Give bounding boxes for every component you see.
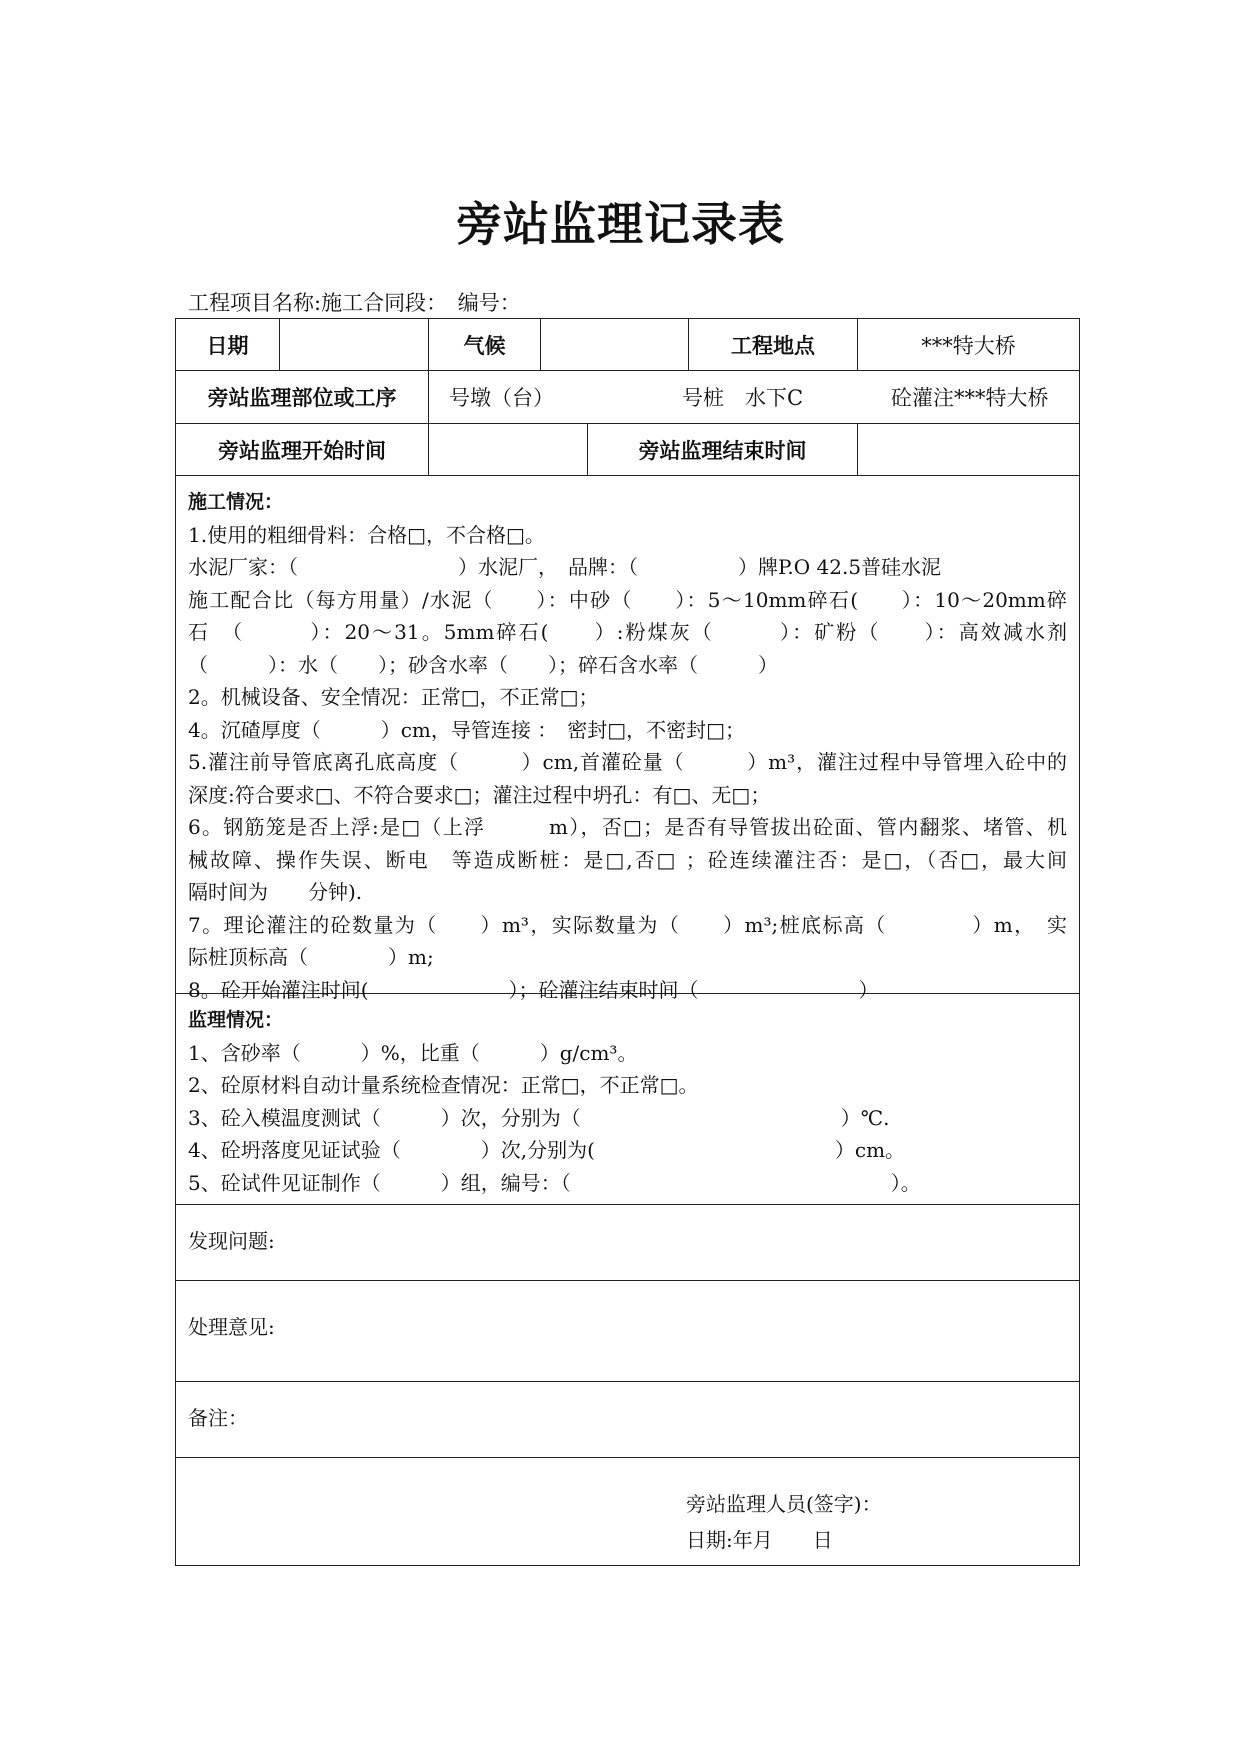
pier-text: 号墩（台） <box>449 386 554 410</box>
date-label: 日期 <box>176 319 280 370</box>
record-form <box>175 318 1080 1566</box>
opinion-row[interactable] <box>176 1281 1079 1382</box>
problems-label: 发现问题: <box>188 1229 275 1253</box>
pile-text: 号桩 水下C <box>682 386 804 410</box>
problems-row[interactable] <box>176 1205 1079 1281</box>
supervision-line: 1、含砂率（ ）%，比重（ ）g/cm³。 <box>188 1040 638 1065</box>
supervision-section <box>176 994 1079 1205</box>
construction-line: 隔时间为 分钟). <box>188 880 363 904</box>
construction-line: 械故障、操作失误、断电 等造成断桩：是□,否□ ；砼连续灌注否：是□，（否□，最大间 <box>188 847 1067 872</box>
end-time-field[interactable] <box>858 424 1079 475</box>
construction-line: 深度:符合要求□、不符合要求□；灌注过程中坍孔：有□、无□； <box>188 782 771 807</box>
supervision-line: 4、砼坍落度见证试验（ ）次,分别为( ）cm。 <box>188 1138 906 1162</box>
start-time-field[interactable] <box>429 424 588 475</box>
signature-area <box>686 1486 882 1558</box>
end-time-label: 旁站监理结束时间 <box>588 424 858 475</box>
location-field[interactable]: ***特大桥 <box>921 333 1016 358</box>
info-row-3 <box>176 424 1079 476</box>
supervisor-signature-label[interactable]: 旁站监理人员(签字)： <box>686 1492 882 1516</box>
construction-line: 7。理论灌注的砼数量为（ ）m³，实际数量为（ ）m³;桩底标高（ ）m， 实 <box>188 912 1067 937</box>
remarks-label: 备注： <box>188 1406 248 1430</box>
supervision-part-field[interactable] <box>429 371 1079 423</box>
weather-field[interactable] <box>541 319 689 370</box>
project-name-label: 工程项目名称:施工合同段： <box>188 291 448 315</box>
construction-line: 5.灌注前导管底离孔底高度（ ）cm,首灌砼量（ ）m³，灌注过程中导管埋入砼中的 <box>188 750 1067 774</box>
page-title: 旁站监理记录表 <box>456 197 785 251</box>
construction-line: 2。机械设备、安全情况：正常□，不正常□； <box>188 685 599 709</box>
start-time-label: 旁站监理开始时间 <box>176 424 429 475</box>
supervision-line: 5、砼试件见证制作（ ）组，编号：（ ）。 <box>188 1170 921 1195</box>
construction-line: 1.使用的粗细骨料：合格□，不合格□。 <box>188 522 545 547</box>
construction-heading: 施工情况： <box>188 491 284 513</box>
remarks-row[interactable] <box>176 1382 1079 1458</box>
form-header <box>188 287 525 317</box>
construction-line: 8。砼开始灌注时间( ）；砼灌注结束时间（ ） <box>188 977 879 1002</box>
info-row-2 <box>176 371 1079 424</box>
construction-line: （ ）：水（ ）；砂含水率（ ）；碎石含水率（ ） <box>188 652 778 677</box>
opinion-label: 处理意见: <box>188 1315 275 1339</box>
supervision-line: 2、砼原材料自动计量系统检查情况：正常□，不正常□。 <box>188 1073 699 1097</box>
supervision-line: 3、砼入模温度测试（ ）次，分别为（ ）℃. <box>188 1105 890 1130</box>
number-label: 编号： <box>457 291 521 315</box>
construction-section <box>176 476 1079 1002</box>
signature-row <box>176 1458 1079 1565</box>
date-field[interactable] <box>280 319 429 370</box>
signature-date-label[interactable]: 日期:年月 日 <box>686 1528 833 1552</box>
construction-line: 6。钢筋笼是否上浮:是□（上浮 m），否□；是否有导管拔出砼面、管内翻浆、堵管、机 <box>188 815 1067 839</box>
construction-line: 4。沉碴厚度（ ）cm，导管连接 ： 密封□，不密封□； <box>188 717 746 742</box>
supervision-part-label: 旁站监理部位或工序 <box>176 371 429 423</box>
construction-line: 石 （ ）：20～31。5mm碎石( ）:粉煤灰（ ）：矿粉（ ）：高效减水剂 <box>188 620 1067 644</box>
supervision-heading: 监理情况： <box>188 1009 284 1031</box>
pour-text: 砼灌注***特大桥 <box>891 386 1049 410</box>
info-row-1 <box>176 319 1079 371</box>
weather-label: 气候 <box>429 319 541 370</box>
construction-line: 施工配合比（每方用量）/水泥（ ）：中砂（ ）：5～10mm碎石( ）：10～20mm碎 <box>188 587 1067 612</box>
construction-line: 水泥厂家：（ ）水泥厂， 品牌：（ ）牌P.O 42.5普硅水泥 <box>188 555 942 579</box>
construction-line: 际桩顶标高（ ）m; <box>188 945 434 969</box>
location-label: 工程地点 <box>689 319 858 370</box>
